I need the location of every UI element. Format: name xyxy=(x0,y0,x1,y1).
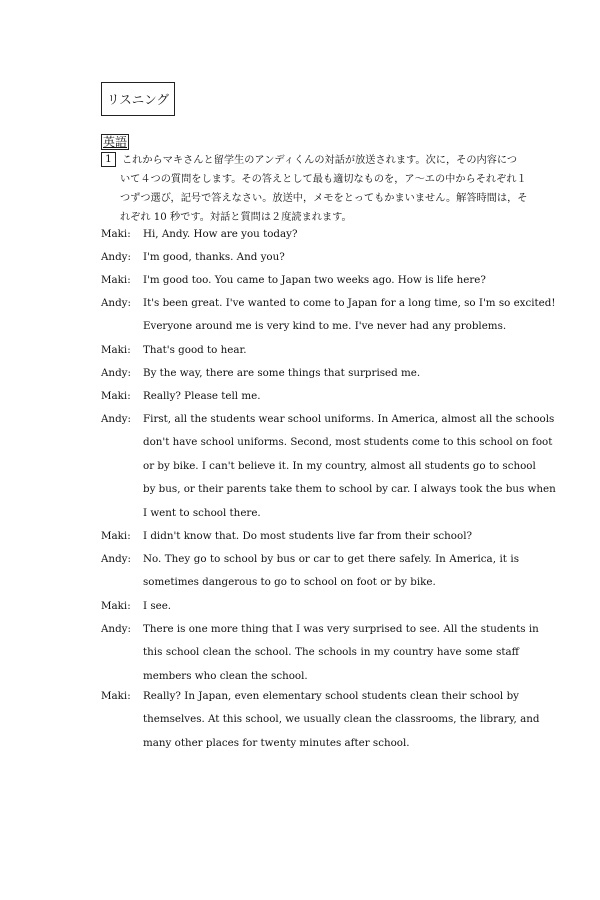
section-title: リスニング xyxy=(106,92,169,107)
speaker-label: Maki: xyxy=(101,274,131,286)
utterance xyxy=(143,251,519,274)
utterance-line: By the way, there are some things that surprised me. xyxy=(143,367,421,379)
utterance-line: It's been great. I've wanted to come to Japan for a long time, so I'm so excited! xyxy=(143,297,556,309)
speaker-label: Andy: xyxy=(101,251,131,263)
utterance-line: don't have school uniforms. Second, most students come to this school on foot xyxy=(143,436,553,449)
instructions xyxy=(120,151,528,227)
utterance xyxy=(143,228,519,251)
utterance-line: I'm good too. You came to Japan two weeks ago. How is life here? xyxy=(143,274,486,286)
utterance-line: Everyone around me is very kind to me. I've never had any problems. xyxy=(143,320,507,333)
utterance-line: No. They go to school by bus or car to get there safely. In America, it is xyxy=(143,553,519,565)
utterance xyxy=(143,367,519,390)
subject-label: 英語 xyxy=(103,135,128,149)
utterance-line: I went to school there. xyxy=(143,506,261,519)
speaker-label: Maki: xyxy=(101,390,131,402)
instruction-line: れぞれ 10 秒です。対話と質問は２度読まれます。 xyxy=(120,212,352,223)
utterance-line: I see. xyxy=(143,600,172,612)
speaker-label: Maki: xyxy=(101,344,131,356)
utterance xyxy=(143,344,519,367)
speaker-label: Andy: xyxy=(101,553,131,565)
speaker-label: Andy: xyxy=(101,367,131,379)
utterance-line: sometimes dangerous to go to school on foot or by bike. xyxy=(143,576,436,589)
utterance-line: Really? Please tell me. xyxy=(143,390,261,402)
utterance-line: First, all the students wear school uniforms. In America, almost all the schools xyxy=(143,413,555,425)
utterance-line: There is one more thing that I was very surprised to see. All the students in xyxy=(143,623,539,635)
utterance xyxy=(143,530,519,553)
instruction-line: つずつ選び，記号で答えなさい。放送中，メモをとってもかまいません。解答時間は，そ xyxy=(120,193,528,204)
utterance xyxy=(143,690,540,760)
utterance xyxy=(143,297,556,344)
speaker-label: Maki: xyxy=(101,530,131,542)
utterance xyxy=(143,390,519,413)
utterance-line: I didn't know that. Do most students live far from their school? xyxy=(143,530,473,542)
speaker-label: Andy: xyxy=(101,623,131,635)
utterance-line: this school clean the school. The schools in my country have some staff xyxy=(143,646,519,659)
speaker-label: Andy: xyxy=(101,297,131,309)
utterance-line: or by bike. I can't believe it. In my country, almost all students go to school xyxy=(143,459,536,472)
utterance xyxy=(143,600,519,623)
utterance-line: many other places for twenty minutes after school. xyxy=(143,736,410,749)
speaker-label: Maki: xyxy=(101,600,131,612)
speaker-label: Maki: xyxy=(101,228,131,240)
speaker-label: Andy: xyxy=(101,413,131,425)
instruction-line: いて４つの質問をします。その答えとして最も適切なものを，ア～エの中からそれぞれ１ xyxy=(120,174,527,185)
utterance-line: members who clean the school. xyxy=(143,669,308,682)
utterance-line: by bus, or their parents take them to school by car. I always took the bus when xyxy=(143,483,556,496)
utterance xyxy=(143,553,519,600)
question-number: 1 xyxy=(101,152,116,167)
utterance-line: Hi, Andy. How are you today? xyxy=(143,228,298,240)
utterance xyxy=(143,274,519,297)
section-title-box xyxy=(101,82,175,116)
utterance xyxy=(143,413,556,530)
utterance-line: I'm good, thanks. And you? xyxy=(143,251,285,263)
utterance-line: That's good to hear. xyxy=(143,344,247,356)
speaker-label: Maki: xyxy=(101,690,131,702)
utterance-line: Really? In Japan, even elementary school students clean their school by xyxy=(143,690,519,702)
utterance-line: themselves. At this school, we usually clean the classrooms, the library, and xyxy=(143,713,540,726)
instruction-line: これからマキさんと留学生のアンディくんの対話が放送されます。次に，その内容につ xyxy=(122,155,518,166)
utterance xyxy=(143,623,539,693)
